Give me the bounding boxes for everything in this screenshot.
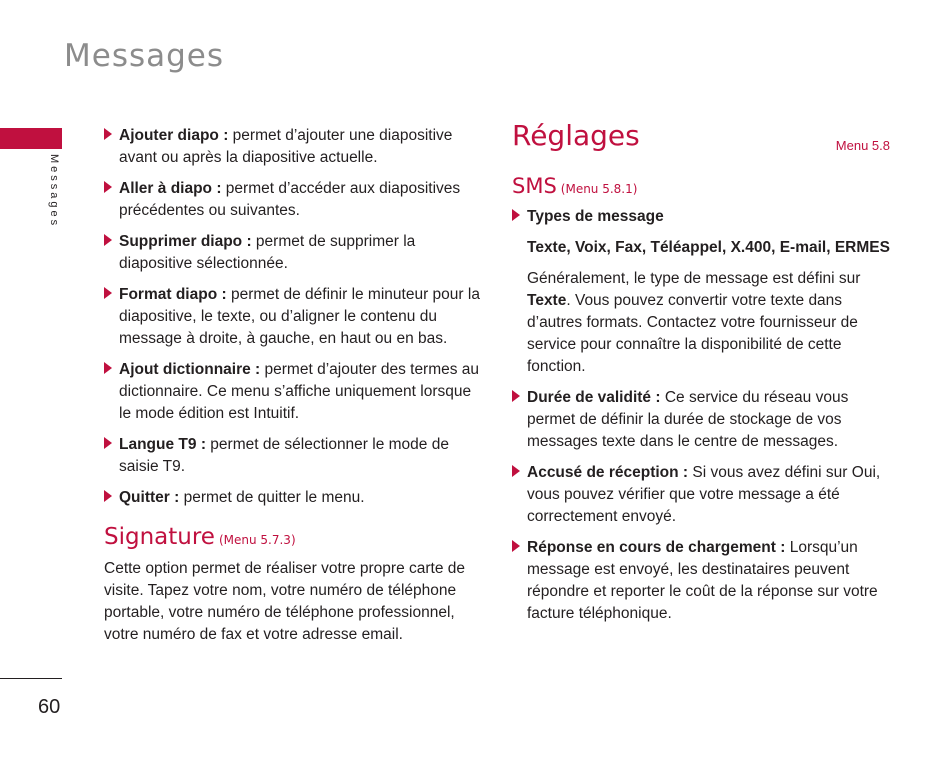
item-term: Format diapo : bbox=[119, 286, 227, 303]
item-text: Lorsqu’un message est envoyé, les destinataires peuvent répondre et reporter le coût de la réponse sur votre facture téléphonique. bbox=[527, 539, 878, 622]
list-item bbox=[104, 284, 484, 350]
list-item bbox=[104, 231, 484, 275]
item-text: permet d’ajouter des termes au dictionnaire. Ce menu s’affiche uniquement lorsque le mode édition est Intuitif. bbox=[119, 361, 480, 422]
item-term: Ajouter diapo : bbox=[119, 127, 229, 144]
bullet-arrow-icon bbox=[512, 465, 520, 477]
item-term: Aller à diapo : bbox=[119, 180, 222, 197]
item-text: permet d’ajouter une diapositive avant ou après la diapositive actuelle. bbox=[119, 127, 453, 166]
bullet-arrow-icon bbox=[512, 209, 520, 221]
settings-menu-ref: Menu 5.8 bbox=[835, 138, 890, 153]
sms-menu-ref: (Menu 5.8.1) bbox=[560, 182, 638, 196]
bullet-arrow-icon bbox=[104, 362, 112, 374]
list-item bbox=[512, 462, 890, 528]
sms-title: SMS bbox=[512, 174, 557, 198]
bullet-arrow-icon bbox=[512, 390, 520, 402]
settings-heading bbox=[512, 119, 890, 161]
item-term: Types de message bbox=[527, 208, 664, 225]
sidebar-section-label: Messages bbox=[48, 154, 60, 229]
item-term: Quitter : bbox=[119, 489, 180, 506]
bullet-arrow-icon bbox=[104, 234, 112, 246]
signature-menu-ref: (Menu 5.7.3) bbox=[218, 533, 296, 547]
page-number: 60 bbox=[38, 696, 61, 718]
list-item bbox=[512, 206, 890, 228]
item-term: Ajout dictionnaire : bbox=[119, 361, 261, 378]
settings-title: Réglages bbox=[512, 119, 640, 152]
list-item bbox=[104, 434, 484, 478]
list-item bbox=[104, 359, 484, 425]
page-header-title: Messages bbox=[64, 38, 225, 74]
description-text: . Vous pouvez convertir votre texte dans d’autres formats. Contactez votre fournisseur de service pour connaître la disponibilité de cette fonction. bbox=[527, 292, 858, 375]
bullet-arrow-icon bbox=[512, 540, 520, 552]
list-item bbox=[104, 125, 484, 169]
list-item bbox=[104, 178, 484, 222]
list-item bbox=[512, 537, 890, 625]
sms-heading bbox=[512, 173, 890, 202]
item-term: Langue T9 : bbox=[119, 436, 206, 453]
item-text: permet d’accéder aux diapositives précédentes ou suivantes. bbox=[119, 180, 461, 219]
right-column bbox=[512, 119, 890, 634]
signature-title: Signature bbox=[104, 524, 215, 550]
message-types-list: Texte, Voix, Fax, Téléappel, X.400, E-mail, ERMES bbox=[527, 239, 890, 256]
bullet-arrow-icon bbox=[104, 181, 112, 193]
signature-body: Cette option permet de réaliser votre propre carte de visite. Tapez votre nom, votre numéro de téléphone portable, votre numéro de téléphone professionnel, votre numéro de fax et votre adresse email. bbox=[104, 560, 465, 643]
item-term: Accusé de réception : bbox=[527, 464, 689, 481]
bullet-arrow-icon bbox=[104, 287, 112, 299]
item-text: Si vous avez défini sur Oui, vous pouvez vérifier que votre message a été correctement envoyé. bbox=[527, 464, 881, 525]
description-bold: Texte bbox=[527, 292, 567, 309]
list-item bbox=[512, 387, 890, 453]
description-text: Généralement, le type de message est défini sur bbox=[527, 270, 861, 287]
item-text: permet de supprimer la diapositive sélectionnée. bbox=[119, 233, 416, 272]
bullet-arrow-icon bbox=[104, 128, 112, 140]
list-item bbox=[104, 487, 484, 509]
item-text: permet de quitter le menu. bbox=[179, 489, 365, 506]
section-tab-marker bbox=[0, 128, 62, 149]
bullet-arrow-icon bbox=[104, 437, 112, 449]
bullet-arrow-icon bbox=[104, 490, 112, 502]
left-column bbox=[104, 125, 484, 646]
footer-divider bbox=[0, 678, 62, 679]
item-term: Supprimer diapo : bbox=[119, 233, 252, 250]
item-text: Ce service du réseau vous permet de définir la durée de stockage de vos messages texte dans le centre de messages. bbox=[527, 389, 849, 450]
message-types-description bbox=[512, 268, 890, 378]
item-term: Réponse en cours de chargement : bbox=[527, 539, 786, 556]
signature-heading bbox=[104, 523, 484, 554]
item-term: Durée de validité : bbox=[527, 389, 661, 406]
item-text: permet de définir le minuteur pour la diapositive, le texte, ou d’aligner le contenu du message à droite, à gauche, en haut ou en bas. bbox=[119, 286, 480, 347]
item-text: permet de sélectionner le mode de saisie T9. bbox=[119, 436, 449, 475]
